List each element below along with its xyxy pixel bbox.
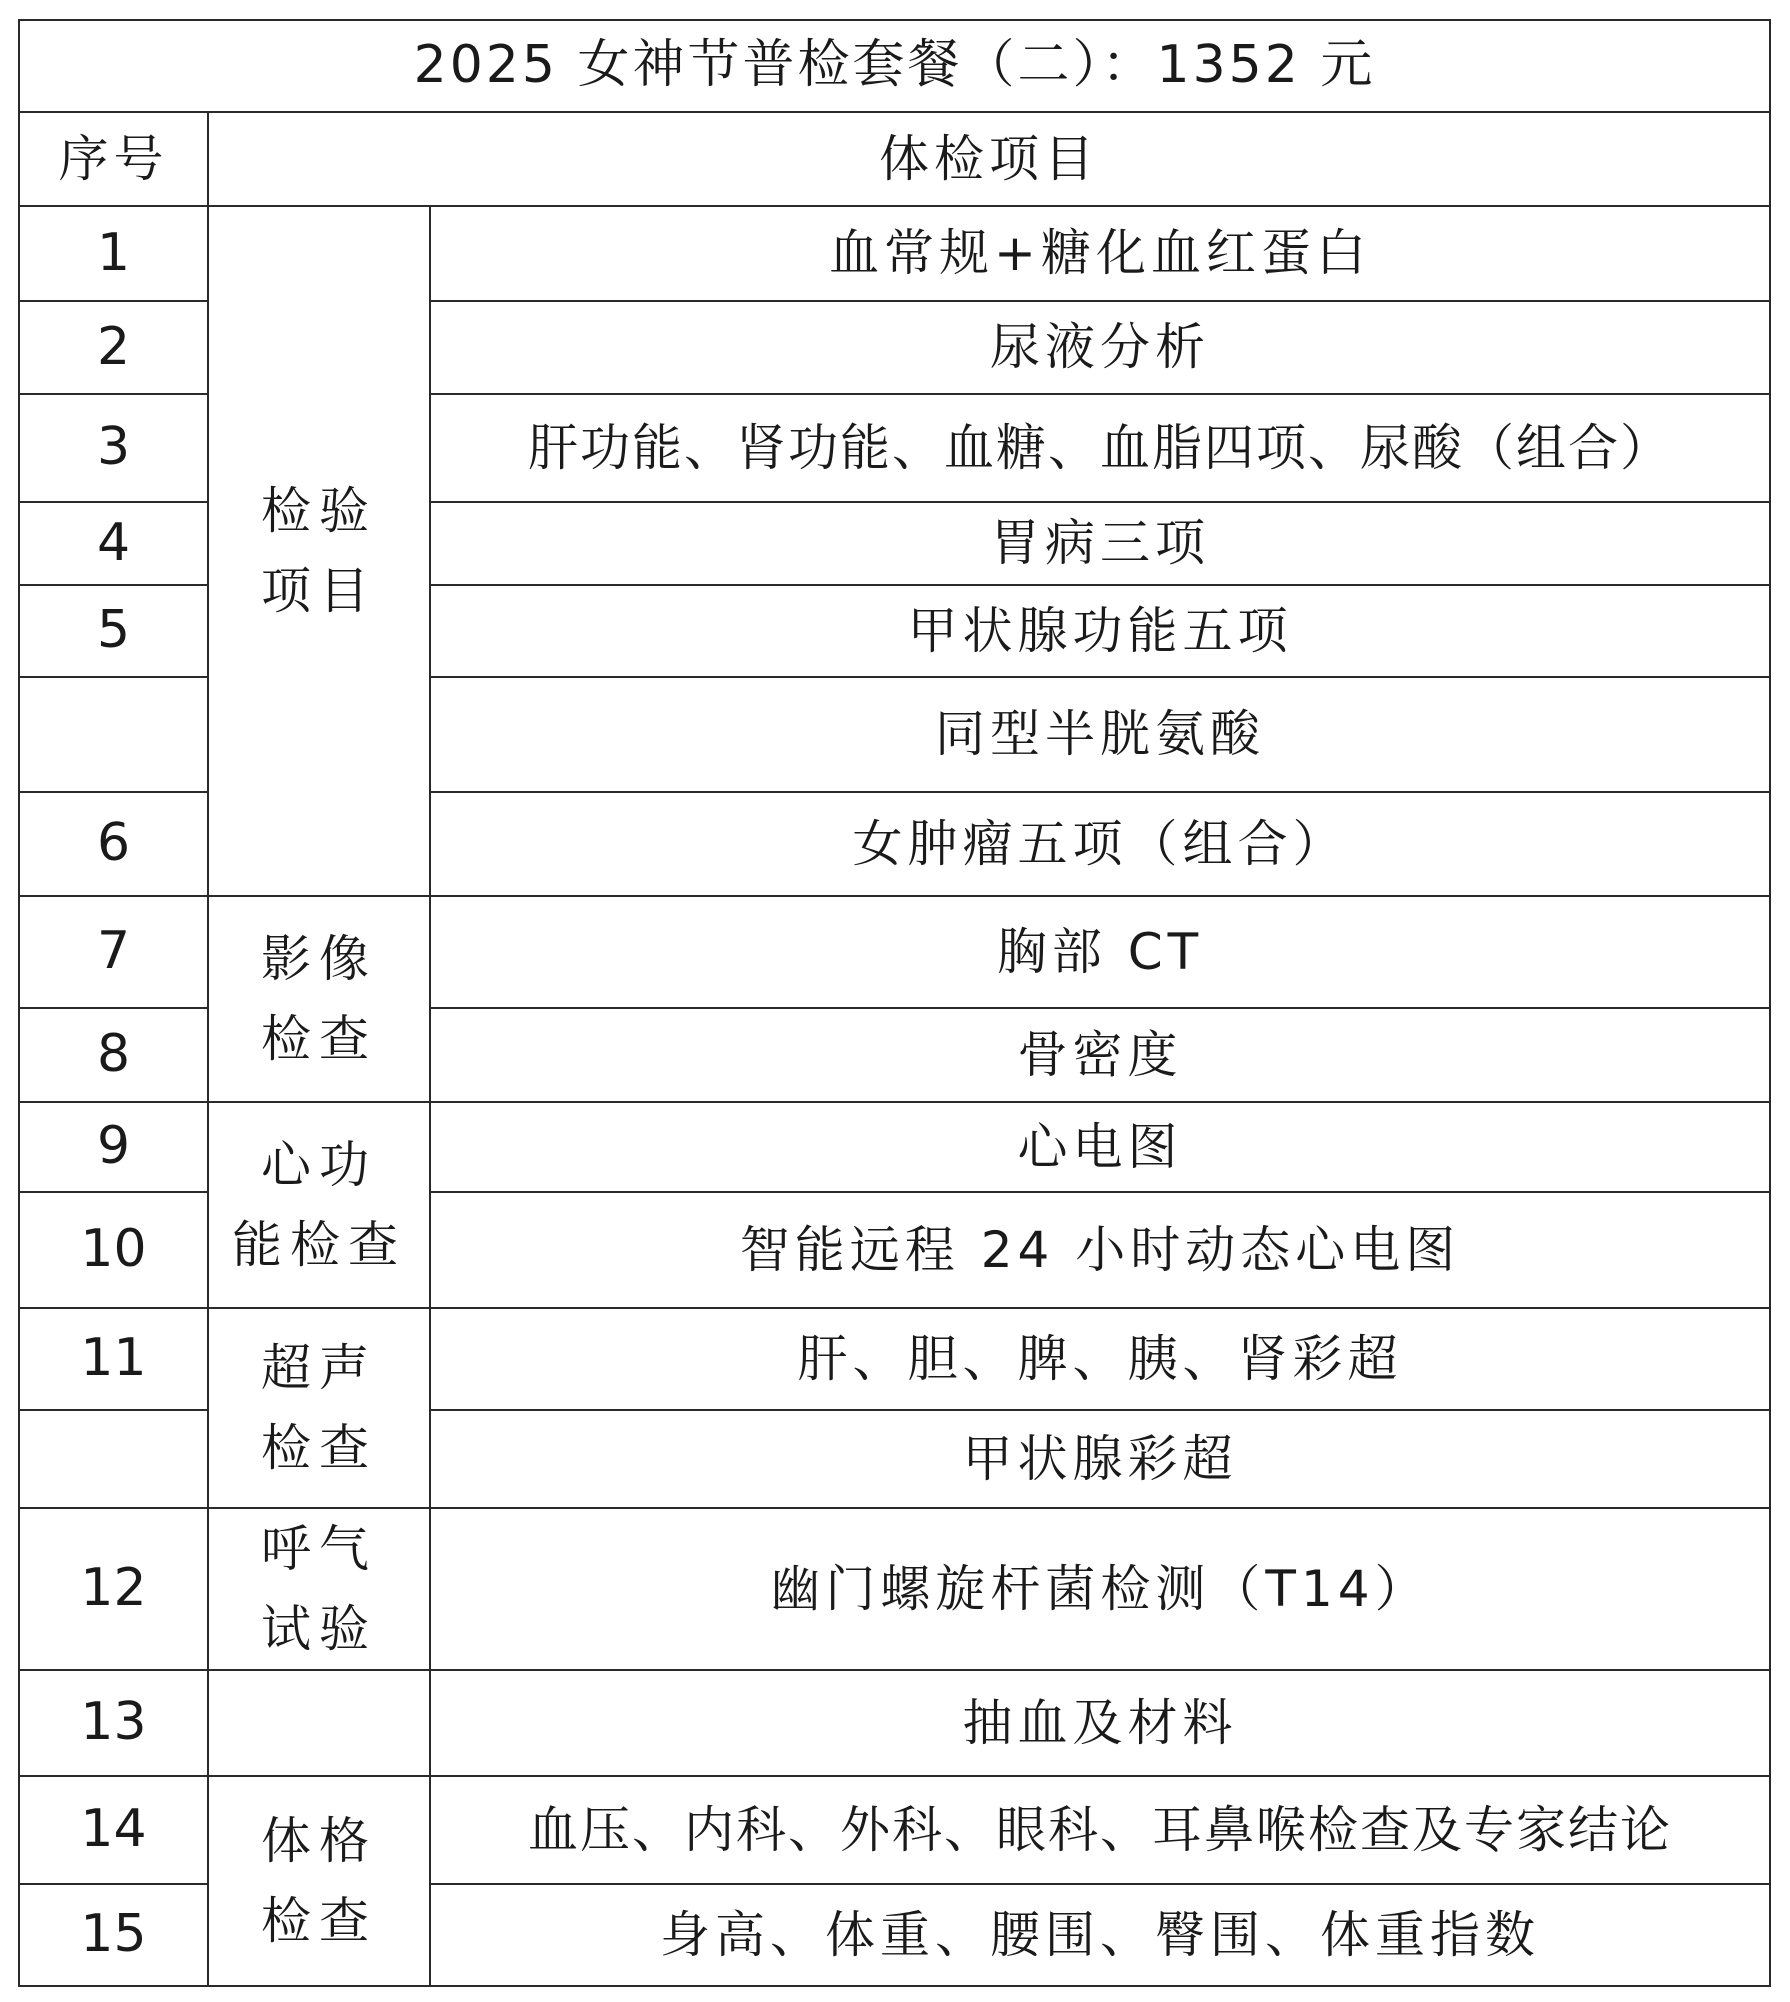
item-liver-kidney-panel: 肝功能、肾功能、血糖、血脂四项、尿酸（组合）	[430, 394, 1770, 502]
category-breath-line2: 试验	[261, 1600, 377, 1658]
item-gastric-panel: 胃病三项	[430, 502, 1770, 585]
row-number: 11	[19, 1308, 208, 1410]
item-bone-density: 骨密度	[430, 1008, 1770, 1102]
category-ultrasound-line1: 超声	[261, 1339, 377, 1397]
category-imaging-line1: 影像	[261, 930, 377, 988]
category-ultrasound	[208, 1308, 430, 1508]
item-abdominal-ultrasound: 肝、胆、脾、胰、肾彩超	[430, 1308, 1770, 1410]
item-thyroid-ultrasound: 甲状腺彩超	[430, 1410, 1770, 1508]
item-chest-ct: 胸部 CT	[430, 896, 1770, 1008]
row-number: 5	[19, 585, 208, 677]
package-title: 2025 女神节普检套餐（二）：1352 元	[19, 20, 1770, 112]
category-cardiac-line1: 心功	[261, 1136, 377, 1194]
category-physical-line1: 体格	[261, 1812, 377, 1870]
header-index: 序号	[19, 112, 208, 206]
item-body-measurements: 身高、体重、腰围、臀围、体重指数	[430, 1884, 1770, 1986]
row-number: 2	[19, 301, 208, 394]
item-holter-ecg: 智能远程 24 小时动态心电图	[430, 1192, 1770, 1308]
category-lab-line2: 项目	[261, 562, 377, 620]
row-number: 6	[19, 792, 208, 896]
item-h-pylori-test: 幽门螺旋杆菌检测（T14）	[430, 1508, 1770, 1670]
item-blood-draw-materials: 抽血及材料	[430, 1670, 1770, 1776]
category-lab	[208, 206, 430, 896]
category-empty	[208, 1670, 430, 1776]
row-number: 1	[19, 206, 208, 301]
item-ecg: 心电图	[430, 1102, 1770, 1192]
category-imaging	[208, 896, 430, 1102]
row-number: 8	[19, 1008, 208, 1102]
category-physical-line2: 检查	[261, 1892, 377, 1950]
row-number: 15	[19, 1884, 208, 1986]
item-female-tumor-markers: 女肿瘤五项（组合）	[430, 792, 1770, 896]
item-blood-routine: 血常规+糖化血红蛋白	[430, 206, 1770, 301]
item-general-exam: 血压、内科、外科、眼科、耳鼻喉检查及专家结论	[430, 1776, 1770, 1884]
row-number: 7	[19, 896, 208, 1008]
category-ultrasound-line2: 检查	[261, 1419, 377, 1477]
row-number: 14	[19, 1776, 208, 1884]
row-number: 9	[19, 1102, 208, 1192]
row-number: 10	[19, 1192, 208, 1308]
checkup-package-table	[18, 19, 1771, 1987]
category-cardiac	[208, 1102, 430, 1308]
category-lab-line1: 检验	[261, 482, 377, 540]
header-items: 体检项目	[208, 112, 1770, 206]
category-imaging-line2: 检查	[261, 1010, 377, 1068]
row-number: 13	[19, 1670, 208, 1776]
item-homocysteine: 同型半胱氨酸	[430, 677, 1770, 792]
row-number: 3	[19, 394, 208, 502]
row-number: 4	[19, 502, 208, 585]
row-number: 12	[19, 1508, 208, 1670]
item-thyroid-function: 甲状腺功能五项	[430, 585, 1770, 677]
category-breath-line1: 呼气	[261, 1520, 377, 1578]
category-physical	[208, 1776, 430, 1986]
row-number	[19, 677, 208, 792]
category-breath	[208, 1508, 430, 1670]
category-cardiac-line2: 能检查	[232, 1216, 406, 1274]
item-urinalysis: 尿液分析	[430, 301, 1770, 394]
row-number	[19, 1410, 208, 1508]
